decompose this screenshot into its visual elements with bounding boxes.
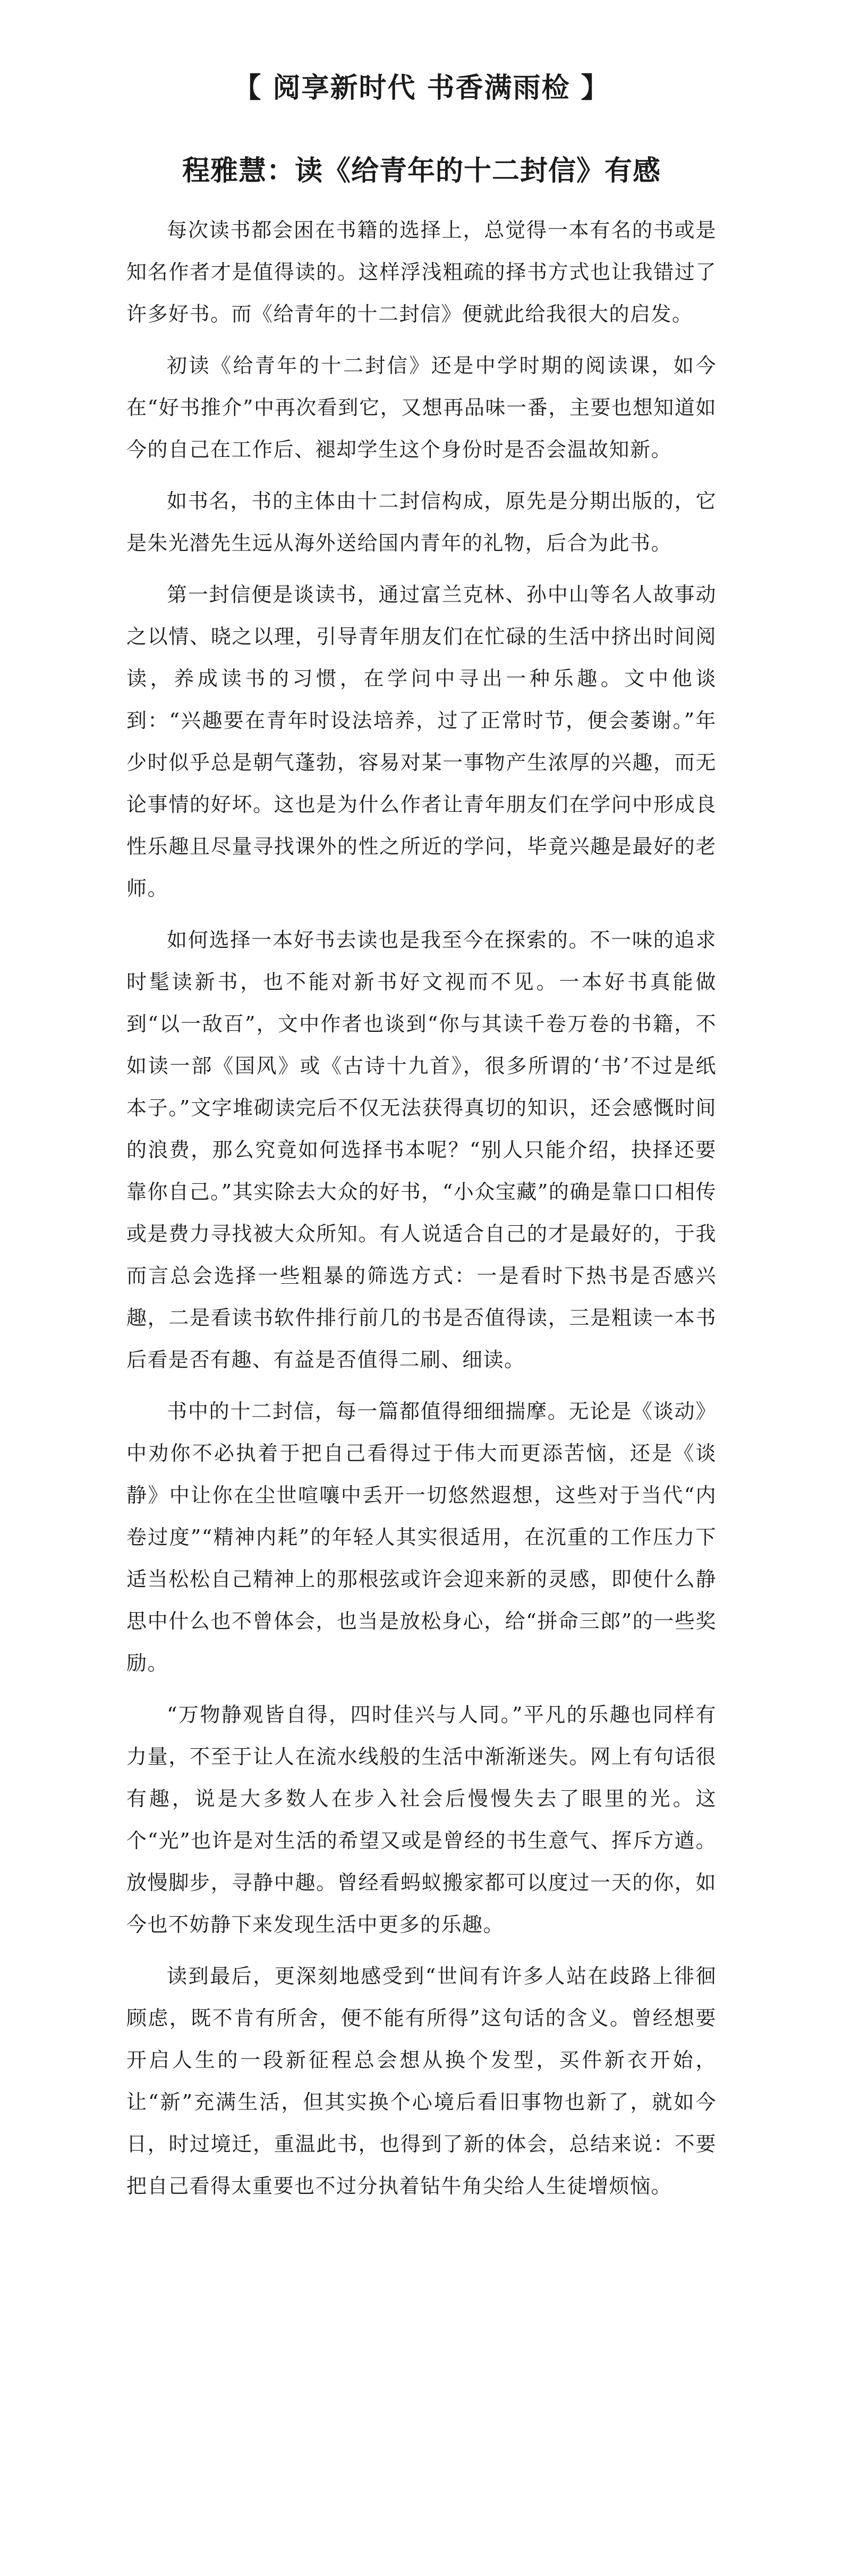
article-body [126, 209, 717, 2207]
paragraph: 第一封信便是谈读书，通过富兰克林、孙中山等名人故事动之以情、晓之以理，引导青年朋友们在忙碌的生活中挤出时间阅读，养成读书的习惯，在学问中寻出一种乐趣。文中他谈到：“兴趣要在青年时设法培养，过了正常时节，便会萎谢。”年少时似乎总是朝气蓬勃，容易对某一事物产生浓厚的兴趣，而无论事情的好坏。这也是为什么作者让青年朋友们在学问中形成良性乐趣且尽量寻找课外的性之所近的学问，毕竟兴趣是最好的老师。 [126, 583, 717, 900]
article-title: 程雅慧：读《给青年的十二封信》有感 [182, 155, 661, 187]
paragraph: 读到最后，更深刻地感受到“世间有许多人站在歧路上徘徊顾虑，既不肯有所舍，便不能有所得”这句话的含义。曾经想要开启人生的一段新征程总会想从换个发型，买件新衣开始，让“新”充满生活，但其实换个心境后看旧事物也新了，就如今日，时过境迁，重温此书，也得到了新的体会，总结来说：不要把自己看得太重要也不过分执着钻牛角尖给人生徒增烦恼。 [126, 1964, 717, 2198]
paragraph: 如书名，书的主体由十二封信构成，原先是分期出版的，它是朱光潜先生远从海外送给国内青年的礼物，后合为此书。 [126, 489, 717, 555]
column-title: 【 阅享新时代 书香满雨检 】 [233, 72, 610, 104]
paragraph: 书中的十二封信，每一篇都值得细细揣摩。无论是《谈动》中劝你不必执着于把自己看得过于伟大而更添苦恼，还是《谈静》中让你在尘世喧嚷中丢开一切悠然遐想，这些对于当代“内卷过度”“精神内耗”的年轻人其实很适用，在沉重的工作压力下适当松松自己精神上的那根弦或许会迎来新的灵感，即使什么静思中什么也不曾体会，也当是放松身心，给“拼命三郎”的一些奖励。 [126, 1400, 717, 1675]
paragraph: 如何选择一本好书去读也是我至今在探索的。不一味的追求时髦读新书，也不能对新书好文视而不见。一本好书真能做到“以一敌百”，文中作者也谈到“你与其读千卷万卷的书籍，不如读一部《国风》或《古诗十九首》，很多所谓的‘书’不过是纸本子。”文字堆砌读完后不仅无法获得真切的知识，还会感慨时间的浪费，那么究竟如何选择书本呢？“别人只能介绍，抉择还要靠你自己。”其实除去大众的好书，“小众宝藏”的确是靠口口相传或是费力寻找被大众所知。有人说适合自己的才是最好的，于我而言总会选择一些粗暴的筛选方式：一是看时下热书是否感兴趣，二是看读书软件排行前几的书是否值得读，三是粗读一本书后看是否有趣、有益是否值得二刷、细读。 [126, 928, 717, 1371]
paragraph: 每次读书都会困在书籍的选择上，总觉得一本有名的书或是知名作者才是值得读的。这样浮浅粗疏的择书方式也让我错过了许多好书。而《给青年的十二封信》便就此给我很大的启发。 [126, 218, 717, 326]
paragraph: “万物静观皆自得，四时佳兴与人同。”平凡的乐趣也同样有力量，不至于让人在流水线般的生活中渐渐迷失。网上有句话很有趣，说是大多数人在步入社会后慢慢失去了眼里的光。这个“光”也许是对生活的希望又或是曾经的书生意气、挥斥方遒。放慢脚步，寻静中趣。曾经看蚂蚁搬家都可以度过一天的你，如今也不妨静下来发现生活中更多的乐趣。 [126, 1703, 717, 1936]
paragraph: 初读《给青年的十二封信》还是中学时期的阅读课，如今在“好书推介”中再次看到它，又想再品味一番，主要也想知道如今的自己在工作后、褪却学生这个身份时是否会温故知新。 [126, 354, 717, 461]
